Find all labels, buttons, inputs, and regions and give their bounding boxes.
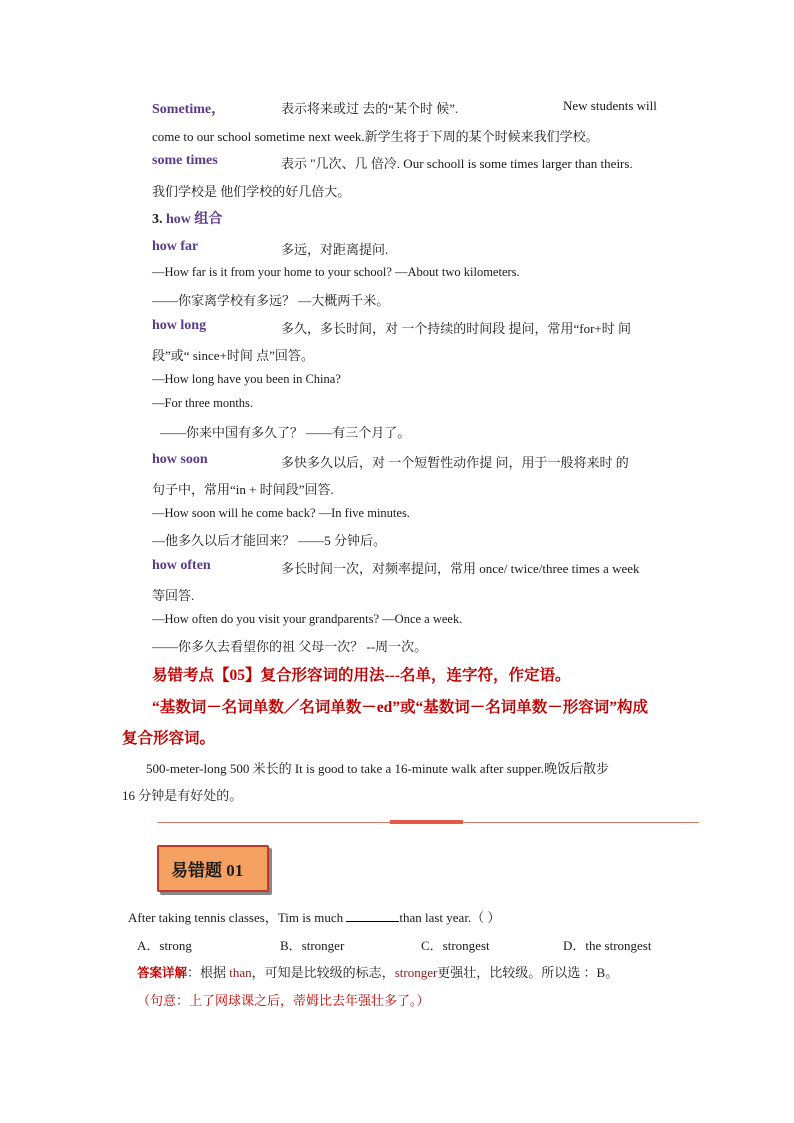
kaodian-rule-2: 复合形容词。 [122,730,216,747]
example-how-long-2: —For three months. [152,396,254,410]
example-how-long-3: ——你来中国有多久了？ ——有三个月了。 [160,425,411,440]
answer-than: than [229,965,252,980]
desc-how-long-1: 多久，多长时间，对 一个持续的时间段 提问，常用“for+时 间 [281,321,632,336]
example-how-far-2: ——你家离学校有多远？ —大概两千米。 [152,293,390,308]
example-how-often-2: ——你多久去看望你的祖 父母一次？ --周一次。 [152,639,428,654]
kaodian-example-1: 500-meter-long 500 米长的 It is good to take a 16-minute walk after supper.晚饭后散步 [146,761,609,776]
answer-label: 答案详解 [137,966,188,980]
stem-before: After taking tennis classes，Tim is much [128,910,347,925]
kaodian-title: 易错考点【05】复合形容词的用法---名单，连字符，作定语。 [152,667,571,684]
option-b: B．stronger [280,938,345,953]
answer-note: （句意：上了网球课之后，蒂姆比去年强壮多了。） [137,993,430,1008]
example-how-soon-2: —他多久以后才能回来？ ——5 分钟后。 [152,533,387,548]
answer-blank [346,911,399,922]
answer-text-2: ，可知是比较级的标志， [251,965,395,980]
desc-how-often-1: 多长时间一次，对频率提问，常用 once/ twice/three times a week [281,561,640,576]
term-sometime: Sometime， [152,102,226,117]
desc-sometime: 表示将来或过 去的“某个时 候”. [281,101,459,116]
option-c: C．strongest [421,938,490,953]
desc-how-soon-1: 多快多久以后，对 一个短暂性动作提 问，用于一般将来时 的 [281,455,629,470]
section-title: how 组合 [166,212,223,227]
term-some-times: some times [152,153,218,168]
kaodian-example-2: 16 分钟是有好处的。 [122,788,243,803]
desc-some-times: 表示 "几次、几 倍冷. Our schooll is some times larger than theirs. [281,156,633,171]
example-how-far-1: —How far is it from your home to your school? —About two kilometers. [152,265,520,279]
desc-how-long-2: 段”或“ since+时间 点”回答。 [152,348,314,363]
answer-explanation [137,962,618,981]
answer-text-1: ：根据 [187,965,230,980]
stem-after: than last year.（ ） [399,910,501,925]
desc-how-far: 多远，对距离提问. [281,242,389,257]
option-d: D．the strongest [563,938,652,953]
example-sometime-1: New students will [563,98,657,113]
example-some-times: 我们学校是 他们学校的好几倍大。 [152,184,351,199]
term-how-soon: how soon [152,452,208,467]
answer-text-3: 更强壮，比较级。所以选 ：B。 [437,965,619,980]
example-how-long-1: —How long have you been in China? [152,372,341,386]
option-a: A．strong [137,938,192,953]
example-sometime-2: come to our school sometime next week.新学生将于下周的某个时候来我们学校。 [152,129,599,144]
term-how-far: how far [152,239,199,254]
question-label-box [157,845,269,892]
answer-stronger: stronger [394,965,438,980]
example-how-soon-1: —How soon will he come back? —In five minutes. [152,506,410,520]
divider-accent [390,820,463,824]
desc-how-soon-2: 句子中，常用“in + 时间段”回答. [152,482,334,497]
section-number: 3. [152,212,163,227]
question-stem [128,907,500,926]
section-heading [152,208,222,228]
question-label: 易错题 01 [171,861,244,880]
desc-how-often-2: 等回答. [152,588,195,603]
term-how-often: how often [152,558,211,573]
example-how-often-1: —How often do you visit your grandparents? —Once a week. [152,612,463,626]
term-how-long: how long [152,318,207,333]
kaodian-rule-1: “基数词－名词单数／名词单数－ed”或“基数词－名词单数－形容词”构成 [152,699,649,716]
